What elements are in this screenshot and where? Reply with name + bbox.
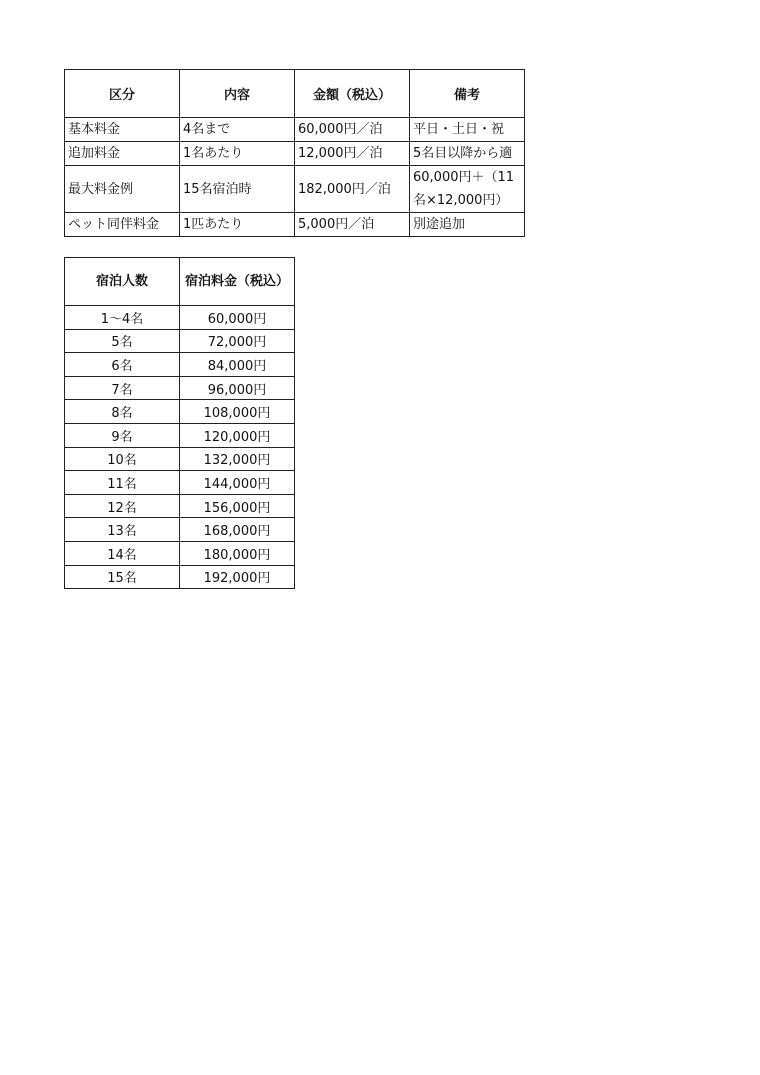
cell-notes: 5名目以降から適 (410, 142, 525, 166)
cell-content: 15名宿泊時 (180, 166, 295, 213)
cell-price: 84,000円 (180, 353, 295, 377)
cell-price: 156,000円 (180, 494, 295, 518)
cell-price: 192,000円 (180, 565, 295, 589)
table-row (65, 142, 525, 166)
cell-price: 60,000円 (180, 306, 295, 330)
cell-price: 72,000円 (180, 329, 295, 353)
fee-table (64, 69, 525, 237)
cell-guests: 13名 (65, 518, 180, 542)
cell-guests: 7名 (65, 376, 180, 400)
table-row (65, 329, 295, 353)
cell-category: 追加料金 (65, 142, 180, 166)
cell-content: 4名まで (180, 118, 295, 142)
cell-guests: 10名 (65, 447, 180, 471)
cell-guests: 5名 (65, 329, 180, 353)
cell-price: 168,000円 (180, 518, 295, 542)
header-content: 内容 (180, 70, 295, 118)
table-header-row (65, 258, 295, 306)
header-category: 区分 (65, 70, 180, 118)
table-row (65, 400, 295, 424)
table-row (65, 471, 295, 495)
price-table-body (65, 306, 295, 589)
table-row (65, 447, 295, 471)
table-row (65, 494, 295, 518)
cell-notes: 平日・土日・祝 (410, 118, 525, 142)
cell-category: ペット同伴料金 (65, 213, 180, 237)
table-row (65, 213, 525, 237)
cell-amount: 5,000円／泊 (295, 213, 410, 237)
header-amount: 金額（税込） (295, 70, 410, 118)
cell-amount: 60,000円／泊 (295, 118, 410, 142)
cell-guests: 14名 (65, 541, 180, 565)
table-row (65, 306, 295, 330)
cell-amount: 182,000円／泊 (295, 166, 410, 213)
header-notes: 備考 (410, 70, 525, 118)
cell-guests: 12名 (65, 494, 180, 518)
header-price: 宿泊料金（税込） (180, 258, 295, 306)
cell-price: 144,000円 (180, 471, 295, 495)
cell-price: 132,000円 (180, 447, 295, 471)
table-row (65, 541, 295, 565)
table-row (65, 518, 295, 542)
table-row (65, 118, 525, 142)
cell-notes: 60,000円＋（11名×12,000円） (410, 166, 525, 213)
cell-price: 96,000円 (180, 376, 295, 400)
cell-category: 基本料金 (65, 118, 180, 142)
table-row (65, 376, 295, 400)
cell-guests: 11名 (65, 471, 180, 495)
cell-guests: 15名 (65, 565, 180, 589)
table-row (65, 353, 295, 377)
cell-category: 最大料金例 (65, 166, 180, 213)
table-header-row (65, 70, 525, 118)
cell-price: 180,000円 (180, 541, 295, 565)
cell-content: 1名あたり (180, 142, 295, 166)
cell-price: 108,000円 (180, 400, 295, 424)
header-guests: 宿泊人数 (65, 258, 180, 306)
cell-guests: 8名 (65, 400, 180, 424)
cell-guests: 1～4名 (65, 306, 180, 330)
table-row (65, 423, 295, 447)
cell-notes: 別途追加 (410, 213, 525, 237)
cell-guests: 9名 (65, 423, 180, 447)
cell-guests: 6名 (65, 353, 180, 377)
price-table (64, 257, 295, 589)
cell-content: 1匹あたり (180, 213, 295, 237)
table-row (65, 166, 525, 213)
cell-amount: 12,000円／泊 (295, 142, 410, 166)
cell-price: 120,000円 (180, 423, 295, 447)
table-row (65, 565, 295, 589)
